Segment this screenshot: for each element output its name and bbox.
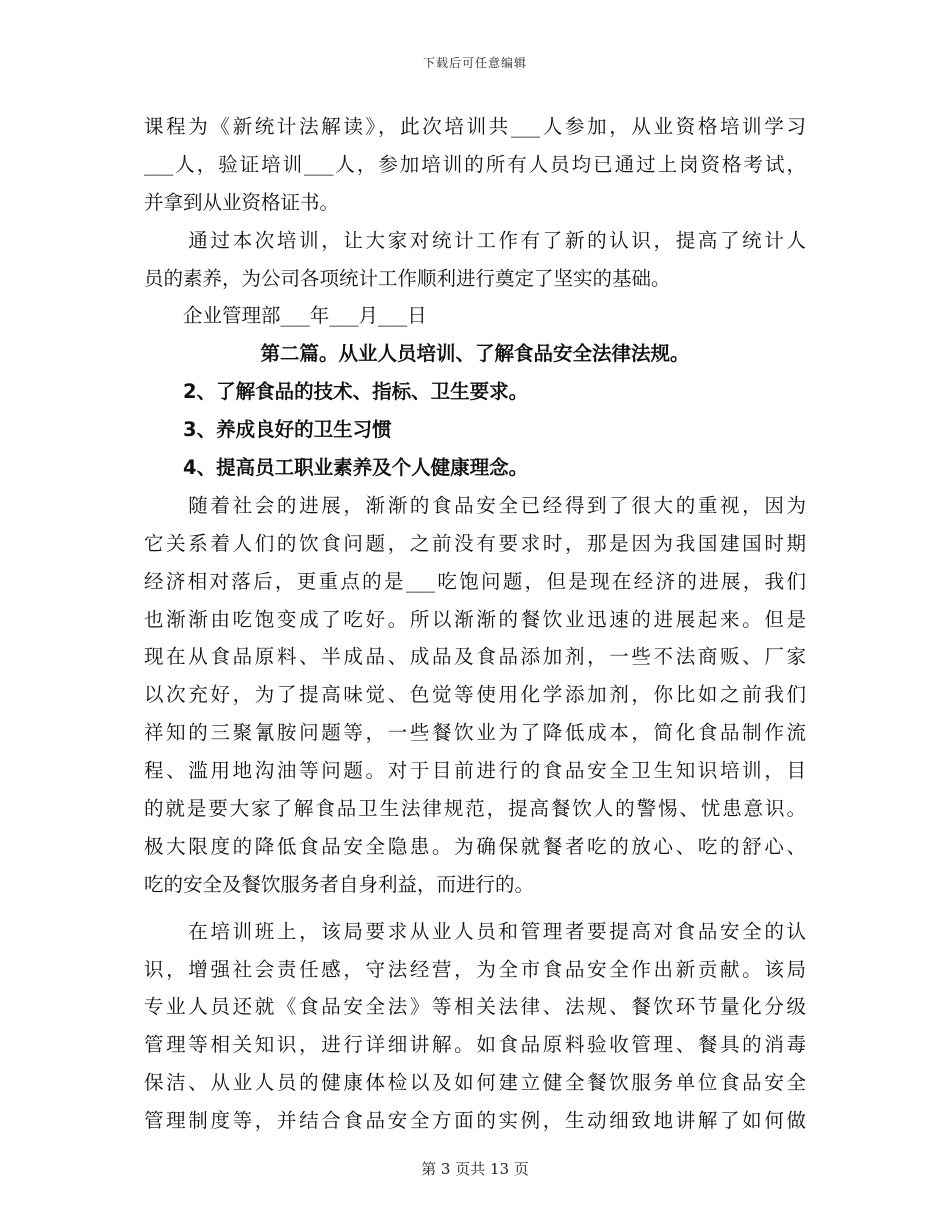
text-line: 课程为《新统计法解读》，此次培训共___人参加，从业资格培训学习 — [144, 115, 806, 138]
text-line: 专业人员还就《食品安全法》等相关法律、法规、餐饮环节量化分级 — [144, 995, 806, 1019]
document-body — [144, 108, 806, 1140]
text-line: 在培训班上，该局要求从业人员和管理者要提高对食品安全的认 — [144, 919, 806, 943]
text-line: 企业管理部___年___月___日 — [144, 304, 427, 328]
text-line: 识，增强社会责任感，守法经营，为全市食品安全作出新贡献。该局 — [144, 957, 806, 981]
heading-line: 3、养成良好的卫生习惯 — [144, 418, 392, 442]
heading-line: 2、了解食品的技术、指标、卫生要求。 — [144, 380, 529, 404]
text-line: 祥知的三聚氰胺问题等，一些餐饮业为了降低成本，简化食品制作流 — [144, 721, 806, 745]
text-line: 通过本次培训，让大家对统计工作有了新的认识，提高了统计人 — [144, 228, 806, 252]
text-line: 以次充好，为了提高味觉、色觉等使用化学添加剂，你比如之前我们 — [144, 683, 806, 707]
text-line: 随着社会的进展，渐渐的食品安全已经得到了很大的重视，因为 — [144, 493, 806, 517]
text-line: ___人，验证培训___人，参加培训的所有人员均已通过上岗资格考试， — [144, 152, 806, 176]
text-line: 也渐渐由吃饱变成了吃好。所以渐渐的餐饮业迅速的进展起来。但是 — [144, 607, 806, 631]
text-line: 极大限度的降低食品安全隐患。为确保就餐者吃的放心、吃的舒心、 — [144, 834, 806, 858]
page-header: 下载后可任意编辑 — [422, 56, 527, 70]
text-line: 程、滥用地沟油等问题。对于目前进行的食品安全卫生知识培训，目 — [144, 759, 806, 783]
text-line: 保洁、从业人员的健康体检以及如何建立健全餐饮服务单位食品安全 — [144, 1071, 806, 1095]
text-line: 并拿到从业资格证书。 — [144, 190, 340, 214]
heading-line: 第二篇。从业人员培训、了解食品安全法律法规。 — [260, 342, 690, 366]
text-line: 员的素养，为公司各项统计工作顺利进行奠定了坚实的基础。 — [144, 266, 671, 290]
page-number-footer: 第 3 页共 13 页 — [421, 1160, 529, 1178]
text-line: 它关系着人们的饮食问题，之前没有要求时，那是因为我国建国时期 — [144, 531, 806, 555]
paragraph-gap — [144, 904, 806, 913]
text-line: 经济相对落后，更重点的是___吃饱问题，但是现在经济的进展，我们 — [144, 569, 806, 593]
heading-line: 4、提高员工职业素养及个人健康理念。 — [144, 456, 529, 480]
text-line: 的就是要大家了解食品卫生法律规范，提高餐饮人的警惕、忧患意识。 — [144, 797, 806, 821]
text-line: 管理等相关知识，进行详细讲解。如食品原料验收管理、餐具的消毒 — [144, 1033, 806, 1057]
text-line: 管理制度等，并结合食品安全方面的实例，生动细致地讲解了如何做 — [144, 1109, 806, 1133]
text-line: 现在从食品原料、半成品、成品及食品添加剂，一些不法商贩、厂家 — [144, 645, 806, 669]
text-line: 吃的安全及餐饮服务者自身利益，而进行的。 — [144, 872, 535, 896]
